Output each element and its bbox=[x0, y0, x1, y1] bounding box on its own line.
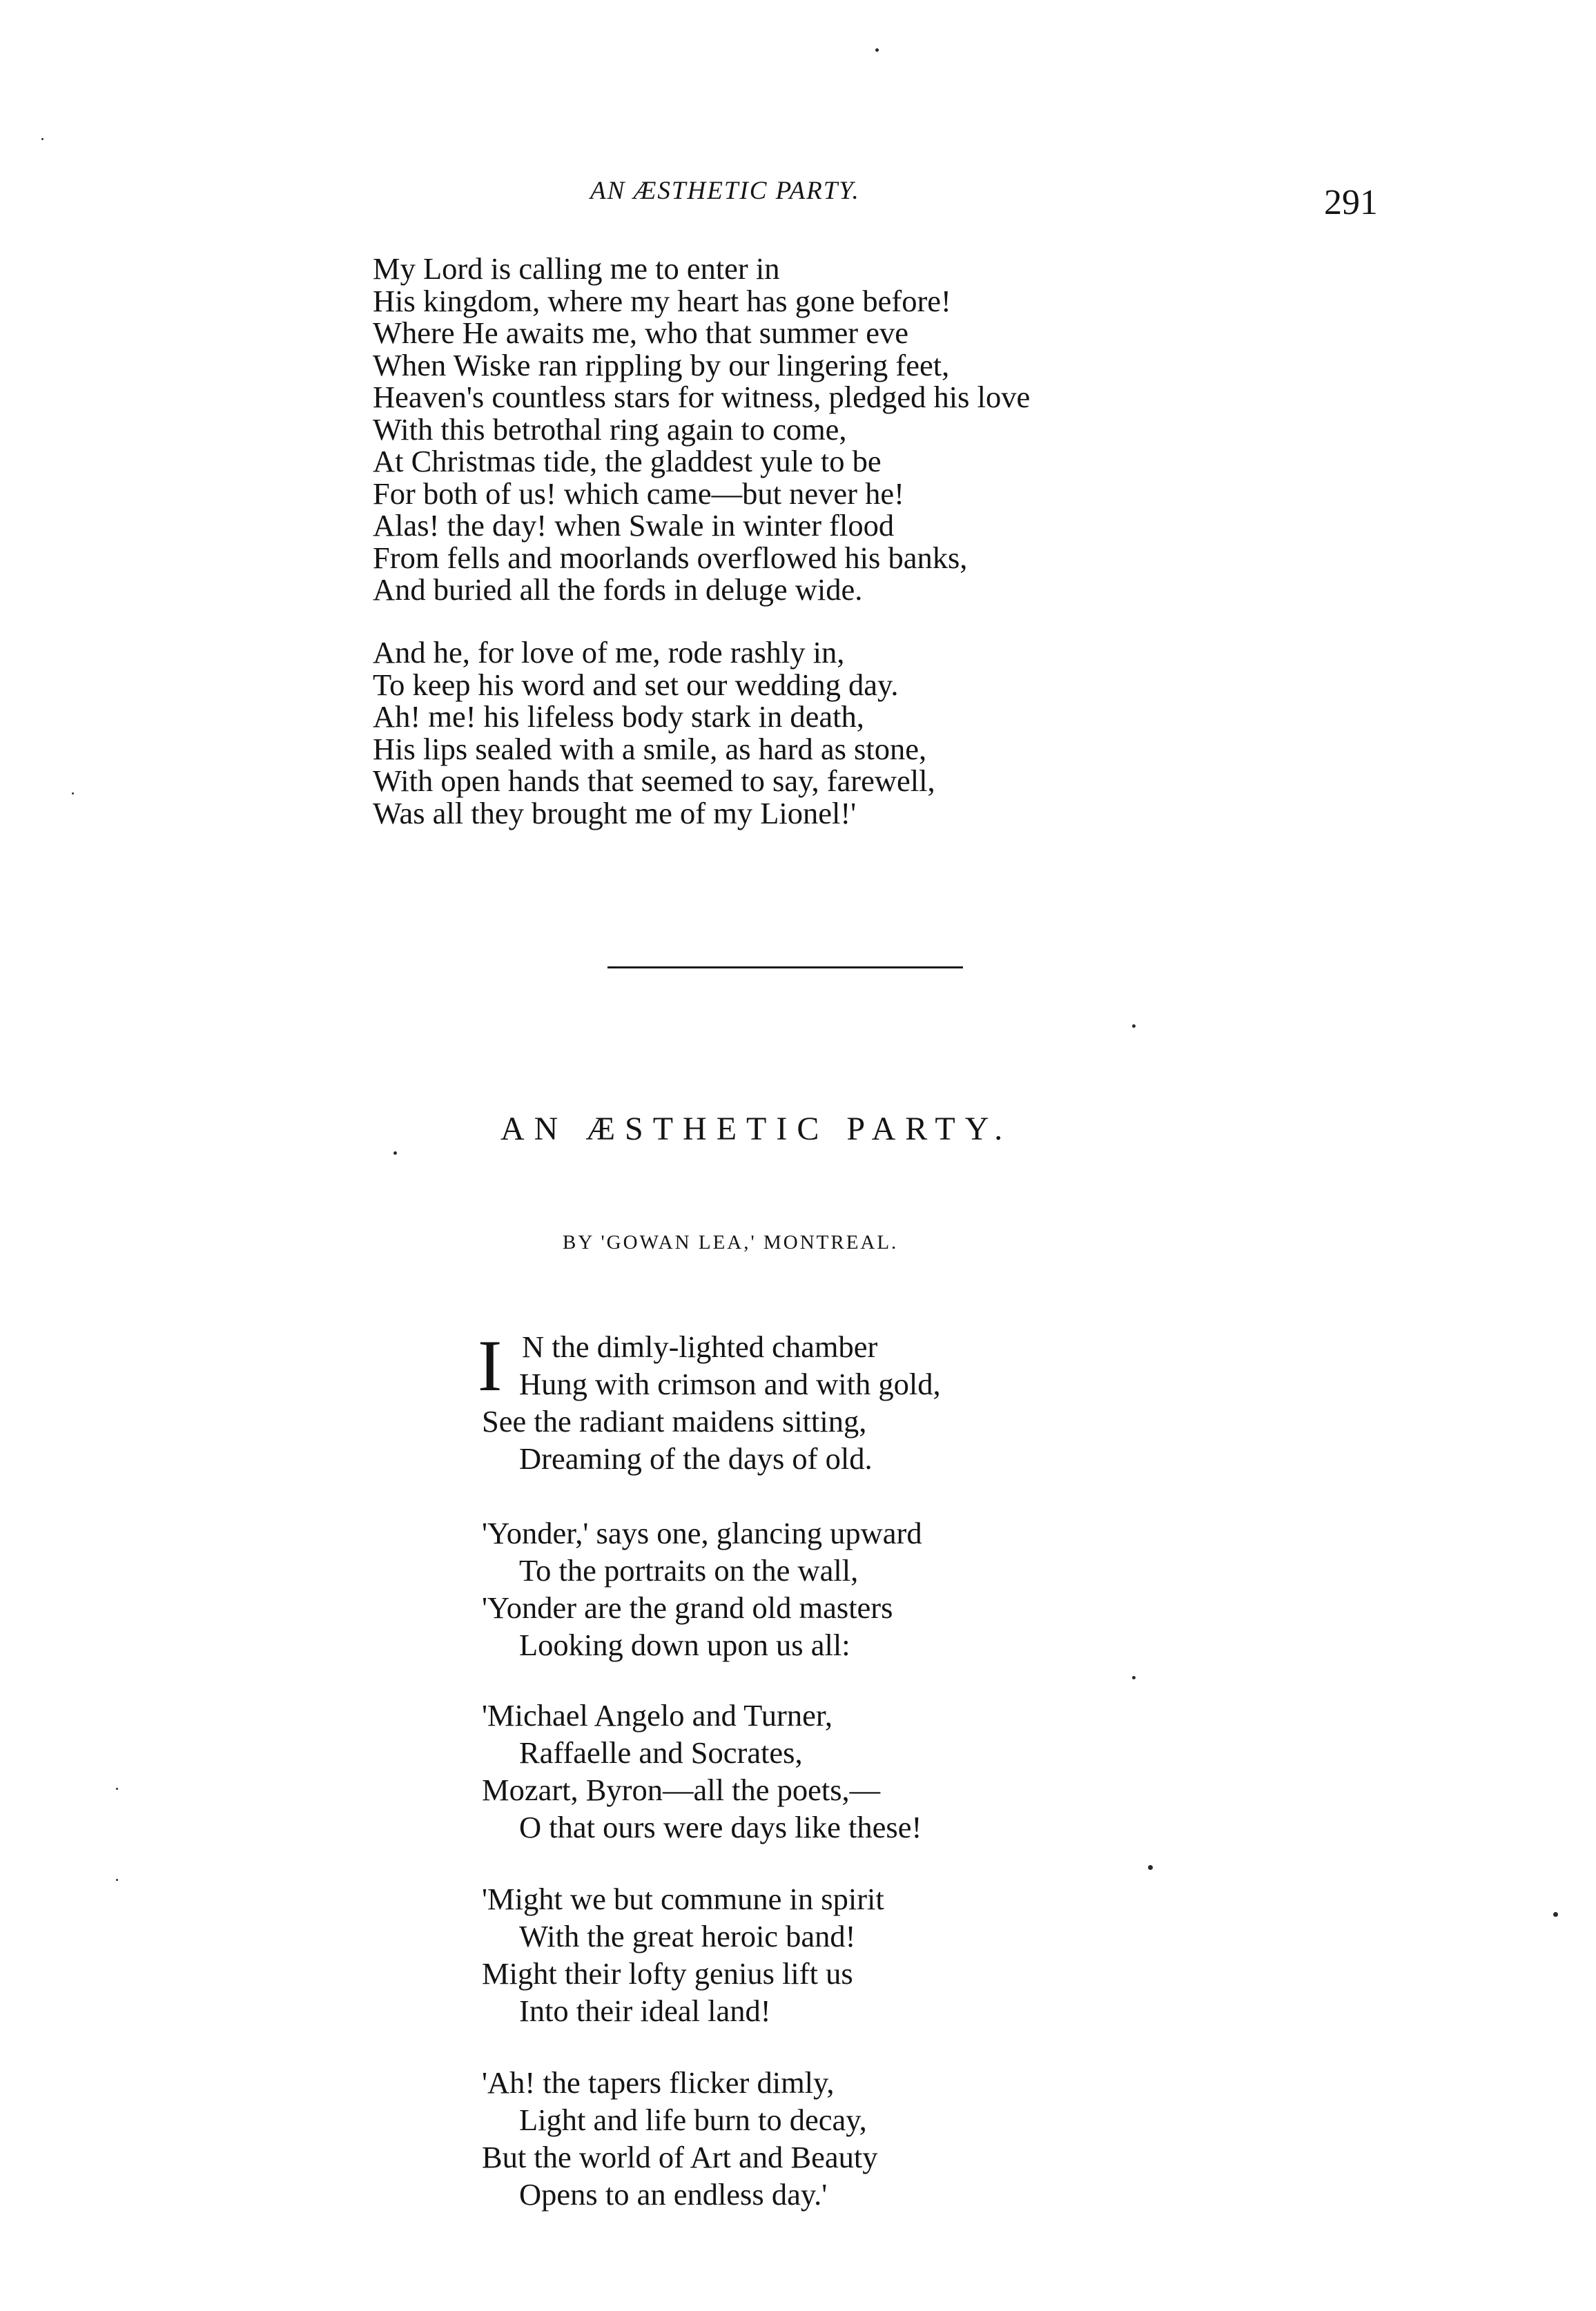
poem-stanza bbox=[482, 1697, 922, 1846]
verse-line: Dreaming of the days of old. bbox=[519, 1441, 873, 1476]
verse-line: 'Yonder are the grand old masters bbox=[482, 1590, 893, 1625]
verse-line: For both of us! which came—but never he! bbox=[373, 476, 904, 511]
verse-line: Might their lofty genius lift us bbox=[482, 1956, 853, 1991]
poem-stanza bbox=[478, 1325, 941, 1477]
verse-line: Ah! me! his lifeless body stark in death, bbox=[373, 699, 864, 734]
verse-line: With this betrothal ring again to come, bbox=[373, 411, 847, 447]
running-head: AN ÆSTHETIC PARTY. bbox=[590, 177, 860, 205]
page-number: 291 bbox=[1324, 183, 1378, 222]
verse-line-text: N the dimly-lighted chamber bbox=[522, 1329, 878, 1364]
poem-title: AN ÆSTHETIC PARTY. bbox=[500, 1111, 1013, 1147]
scan-speck bbox=[116, 1879, 118, 1881]
verse-line: With open hands that seemed to say, farewell, bbox=[373, 763, 935, 798]
scan-speck bbox=[875, 48, 879, 52]
section-divider bbox=[607, 966, 963, 968]
previous-poem-stanza bbox=[373, 253, 1030, 606]
poem-stanza bbox=[482, 1880, 884, 2029]
poem-stanza bbox=[482, 2064, 877, 2213]
scan-speck bbox=[72, 792, 74, 794]
drop-cap: I bbox=[478, 1325, 503, 1406]
verse-line: To the portraits on the wall, bbox=[519, 1553, 859, 1588]
verse-line: From fells and moorlands overflowed his banks, bbox=[373, 540, 968, 575]
verse-line: With the great heroic band! bbox=[519, 1919, 856, 1953]
verse-line: His lips sealed with a smile, as hard as stone, bbox=[373, 731, 927, 766]
scan-speck bbox=[116, 1788, 118, 1790]
verse-line: Alas! the day! when Swale in winter flood bbox=[373, 508, 895, 543]
verse-line: His kingdom, where my heart has gone before! bbox=[373, 283, 951, 318]
verse-line: 'Ah! the tapers flicker dimly, bbox=[482, 2065, 835, 2100]
verse-line: To keep his word and set our wedding day. bbox=[373, 667, 899, 702]
verse-line: Light and life burn to decay, bbox=[519, 2103, 867, 2137]
verse-line: Looking down upon us all: bbox=[519, 1628, 850, 1662]
verse-line: O that ours were days like these! bbox=[519, 1810, 922, 1844]
scan-speck bbox=[1148, 1865, 1153, 1870]
scan-speck bbox=[393, 1151, 397, 1155]
verse-line: Heaven's countless stars for witness, pledged his love bbox=[373, 380, 1031, 414]
verse-line: And he, for love of me, rode rashly in, bbox=[373, 635, 845, 670]
verse-line: Where He awaits me, who that summer eve bbox=[373, 315, 908, 350]
scan-speck bbox=[41, 138, 43, 140]
verse-line: See the radiant maidens sitting, bbox=[482, 1404, 867, 1439]
verse-line: My Lord is calling me to enter in bbox=[373, 251, 780, 286]
verse-line: 'Michael Angelo and Turner, bbox=[482, 1698, 833, 1733]
verse-line: 'Might we but commune in spirit bbox=[482, 1882, 884, 1916]
verse-line: Hung with crimson and with gold, bbox=[519, 1367, 941, 1401]
verse-line: When Wiske ran rippling by our lingering feet, bbox=[373, 347, 950, 382]
scan-speck bbox=[1553, 1912, 1558, 1917]
verse-line: And buried all the fords in deluge wide. bbox=[373, 572, 863, 607]
verse-line: At Christmas tide, the gladdest yule to be bbox=[373, 444, 882, 478]
verse-line: Was all they brought me of my Lionel!' bbox=[373, 795, 857, 830]
verse-line: But the world of Art and Beauty bbox=[482, 2140, 878, 2174]
verse-line: Mozart, Byron—all the poets,— bbox=[482, 1773, 881, 1807]
poem-byline: BY 'GOWAN LEA,' MONTREAL. bbox=[563, 1231, 899, 1254]
verse-line: 'Yonder,' says one, glancing upward bbox=[482, 1516, 922, 1550]
scan-speck bbox=[1132, 1676, 1136, 1679]
scan-speck bbox=[1132, 1024, 1136, 1028]
previous-poem-stanza bbox=[373, 636, 935, 829]
poem-stanza bbox=[482, 1514, 922, 1664]
verse-line: Raffaelle and Socrates, bbox=[519, 1735, 803, 1770]
verse-line: Into their ideal land! bbox=[519, 1993, 771, 2028]
verse-line: Opens to an endless day.' bbox=[519, 2177, 828, 2212]
